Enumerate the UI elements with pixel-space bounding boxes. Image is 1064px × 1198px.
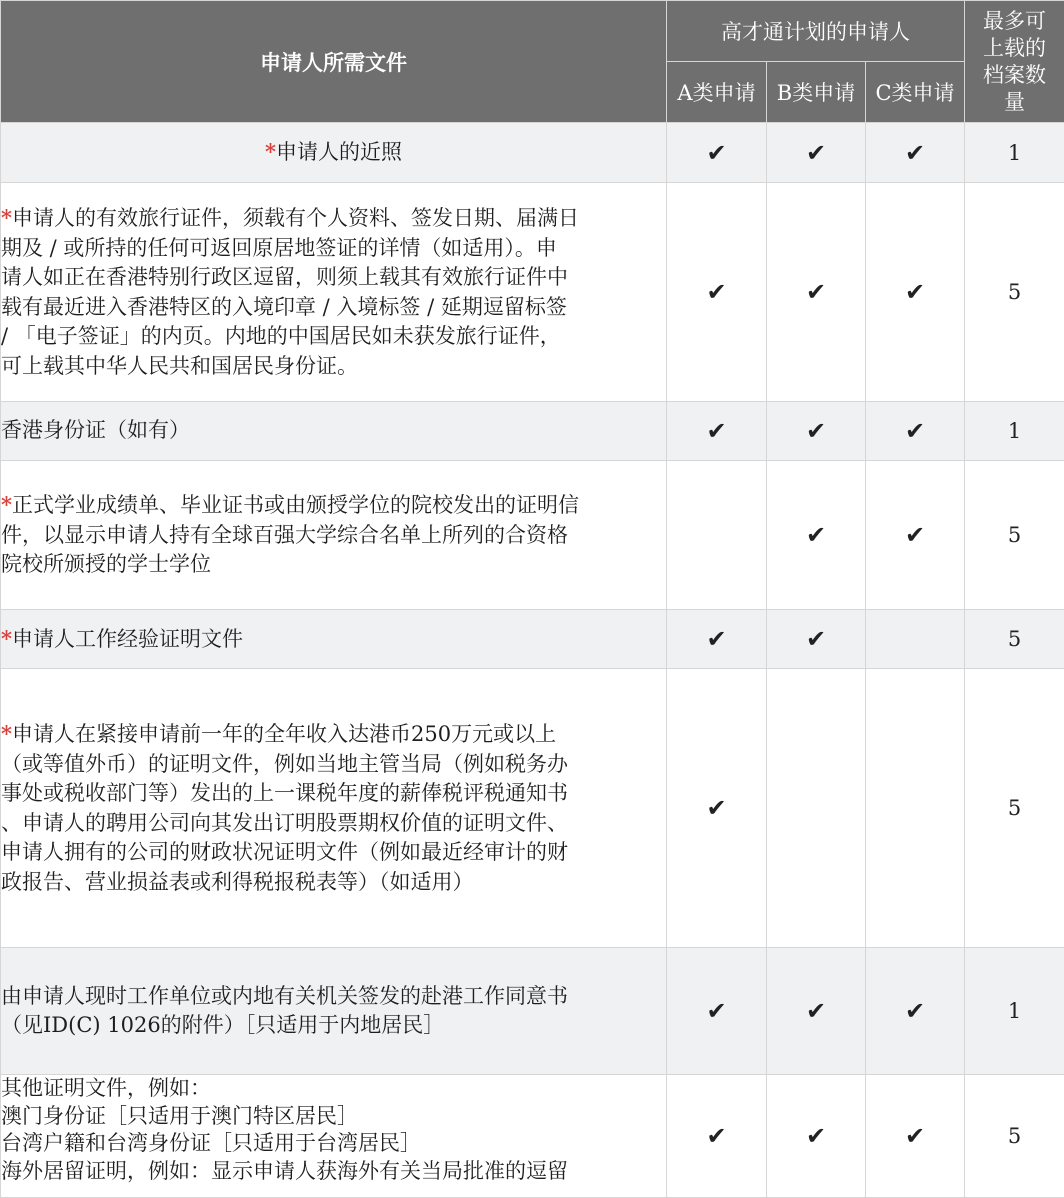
header-category-a: A类申请 [667,62,767,123]
category-a-cell [667,610,767,669]
table-row [1,461,1064,610]
header-max-line: 上载的 [965,35,1064,62]
description-line [1,293,666,323]
table-row [1,948,1064,1075]
table-row [1,123,1064,183]
category-a-cell [667,669,767,948]
table-body [1,123,1064,1198]
description-line [1,1158,666,1186]
checkmark-icon: ✔ [806,417,826,445]
description-line [1,982,666,1012]
description-line [1,809,666,839]
checkmark-icon: ✔ [905,139,925,167]
category-c-cell [866,610,965,669]
header-max-uploads [965,1,1064,123]
checkmark-icon: ✔ [806,997,826,1025]
max-uploads-value: 5 [965,183,1064,402]
checkmark-icon: ✔ [706,625,726,653]
description-text: 申请人在紧接申请前一年的全年收入达港币250万元或以上 [12,722,556,746]
checkmark-icon: ✔ [806,625,826,653]
description-line [1,263,666,293]
checkmark-icon: ✔ [905,1122,925,1150]
description-text: 申请人的近照 [276,140,402,164]
checkmark-icon: ✔ [806,1122,826,1150]
description-text: 事处或税收部门等）发出的上一课税年度的薪俸税评税通知书 [1,781,568,805]
description-line [1,137,666,168]
max-uploads-value: 5 [965,610,1064,669]
table-row [1,183,1064,402]
description-text: 申请人的有效旅行证件，须载有个人资料、签发日期、届满日 [12,206,579,230]
category-c-cell [866,1075,965,1198]
description-line [1,1103,666,1131]
header-max-line: 量 [965,89,1064,116]
category-a-cell [667,183,767,402]
required-asterisk-icon: * [1,626,12,651]
category-a-cell [667,461,767,610]
description-text: 正式学业成绩单、毕业证书或由颁授学位的院校发出的证明信 [12,493,579,517]
category-c-cell [866,402,965,461]
category-c-cell [866,123,965,183]
category-b-cell [767,610,866,669]
table-row [1,402,1064,461]
description-text: 期及 / 或所持的任何可返回原居地签证的详情（如适用）。申 [1,236,557,260]
max-uploads-value: 1 [965,948,1064,1075]
description-line [1,352,666,382]
document-description [1,948,667,1075]
description-text: 请人如正在香港特别行政区逗留，则须上载其有效旅行证件中 [1,265,568,289]
table-header [1,1,1064,123]
description-text: 申请人工作经验证明文件 [12,627,243,651]
description-text: 申请人拥有的公司的财政状况证明文件（例如最近经审计的财 [1,840,568,864]
description-line [1,868,666,898]
category-c-cell [866,183,965,402]
required-asterisk-icon: * [1,721,12,746]
description-line [1,322,666,352]
category-b-cell [767,461,866,610]
description-text: 由申请人现时工作单位或内地有关机关签发的赴港工作同意书 [1,984,568,1008]
description-text: 载有最近进入香港特区的入境印章 / 入境标签 / 延期逗留标签 [1,295,567,319]
max-uploads-value: 5 [965,461,1064,610]
max-uploads-value: 5 [965,1075,1064,1198]
description-text: 可上载其中华人民共和国居民身份证。 [1,354,358,378]
description-text: / 「电子签证」的内页。内地的中国居民如未获发旅行证件， [1,324,561,348]
checkmark-icon: ✔ [905,278,925,306]
category-b-cell [767,1075,866,1198]
checkmark-icon: ✔ [905,417,925,445]
max-uploads-value: 5 [965,669,1064,948]
header-category-c: C类申请 [866,62,965,123]
checkmark-icon: ✔ [806,521,826,549]
description-text: 政报告、营业损益表或利得税报税表等）（如适用） [1,870,474,894]
category-b-cell [767,948,866,1075]
category-c-cell [866,948,965,1075]
checkmark-icon: ✔ [706,417,726,445]
description-line [1,719,666,750]
category-a-cell [667,402,767,461]
description-text: 海外居留证明，例如：显示申请人获海外有关当局批准的逗留 [1,1159,568,1183]
description-line [1,203,666,234]
description-line [1,750,666,780]
max-uploads-value: 1 [965,402,1064,461]
category-a-cell [667,1075,767,1198]
description-text: 台湾户籍和台湾身份证［只适用于台湾居民］ [1,1131,421,1155]
category-c-cell [866,669,965,948]
description-text: 其他证明文件，例如： [1,1076,211,1100]
description-line [1,838,666,868]
checkmark-icon: ✔ [706,997,726,1025]
header-documents: 申请人所需文件 [1,1,667,123]
checkmark-icon: ✔ [706,139,726,167]
required-asterisk-icon: * [265,139,276,164]
category-a-cell [667,948,767,1075]
checkmark-icon: ✔ [806,278,826,306]
table-row [1,669,1064,948]
header-applicant-group: 高才通计划的申请人 [667,1,965,62]
required-asterisk-icon: * [1,492,12,517]
header-max-line: 档案数 [965,62,1064,89]
header-category-b: B类申请 [767,62,866,123]
checkmark-icon: ✔ [706,794,726,822]
checkmark-icon: ✔ [905,997,925,1025]
category-b-cell [767,669,866,948]
description-line [1,1075,666,1103]
checkmark-icon: ✔ [905,521,925,549]
description-text: 院校所颁授的学士学位 [1,552,211,576]
table-row [1,610,1064,669]
document-description [1,669,667,948]
document-description [1,402,667,461]
description-line [1,624,666,655]
description-text: 香港身份证（如有） [1,418,190,442]
table-row [1,1075,1064,1198]
category-b-cell [767,183,866,402]
header-max-line: 最多可 [965,8,1064,35]
max-uploads-value: 1 [965,123,1064,183]
description-line [1,490,666,521]
description-line [1,234,666,264]
description-line [1,779,666,809]
category-b-cell [767,402,866,461]
document-description [1,461,667,610]
description-line [1,521,666,551]
required-asterisk-icon: * [1,205,12,230]
description-text: （见ID(C) 1026的附件）［只适用于内地居民］ [1,1013,444,1037]
checkmark-icon: ✔ [806,139,826,167]
description-text: （或等值外币）的证明文件，例如当地主管当局（例如税务办 [1,752,568,776]
category-a-cell [667,123,767,183]
description-line [1,1011,666,1041]
description-text: 件，以显示申请人持有全球百强大学综合名单上所列的合资格 [1,523,568,547]
description-line [1,550,666,580]
description-text: 澳门身份证［只适用于澳门特区居民］ [1,1104,358,1128]
description-line [1,1130,666,1158]
document-description [1,123,667,183]
checkmark-icon: ✔ [706,278,726,306]
document-description [1,183,667,402]
document-description [1,610,667,669]
document-description [1,1075,667,1198]
category-b-cell [767,123,866,183]
description-text: 、申请人的聘用公司向其发出订明股票期权价值的证明文件、 [1,811,568,835]
description-line [1,416,666,446]
checkmark-icon: ✔ [706,1122,726,1150]
category-c-cell [866,461,965,610]
